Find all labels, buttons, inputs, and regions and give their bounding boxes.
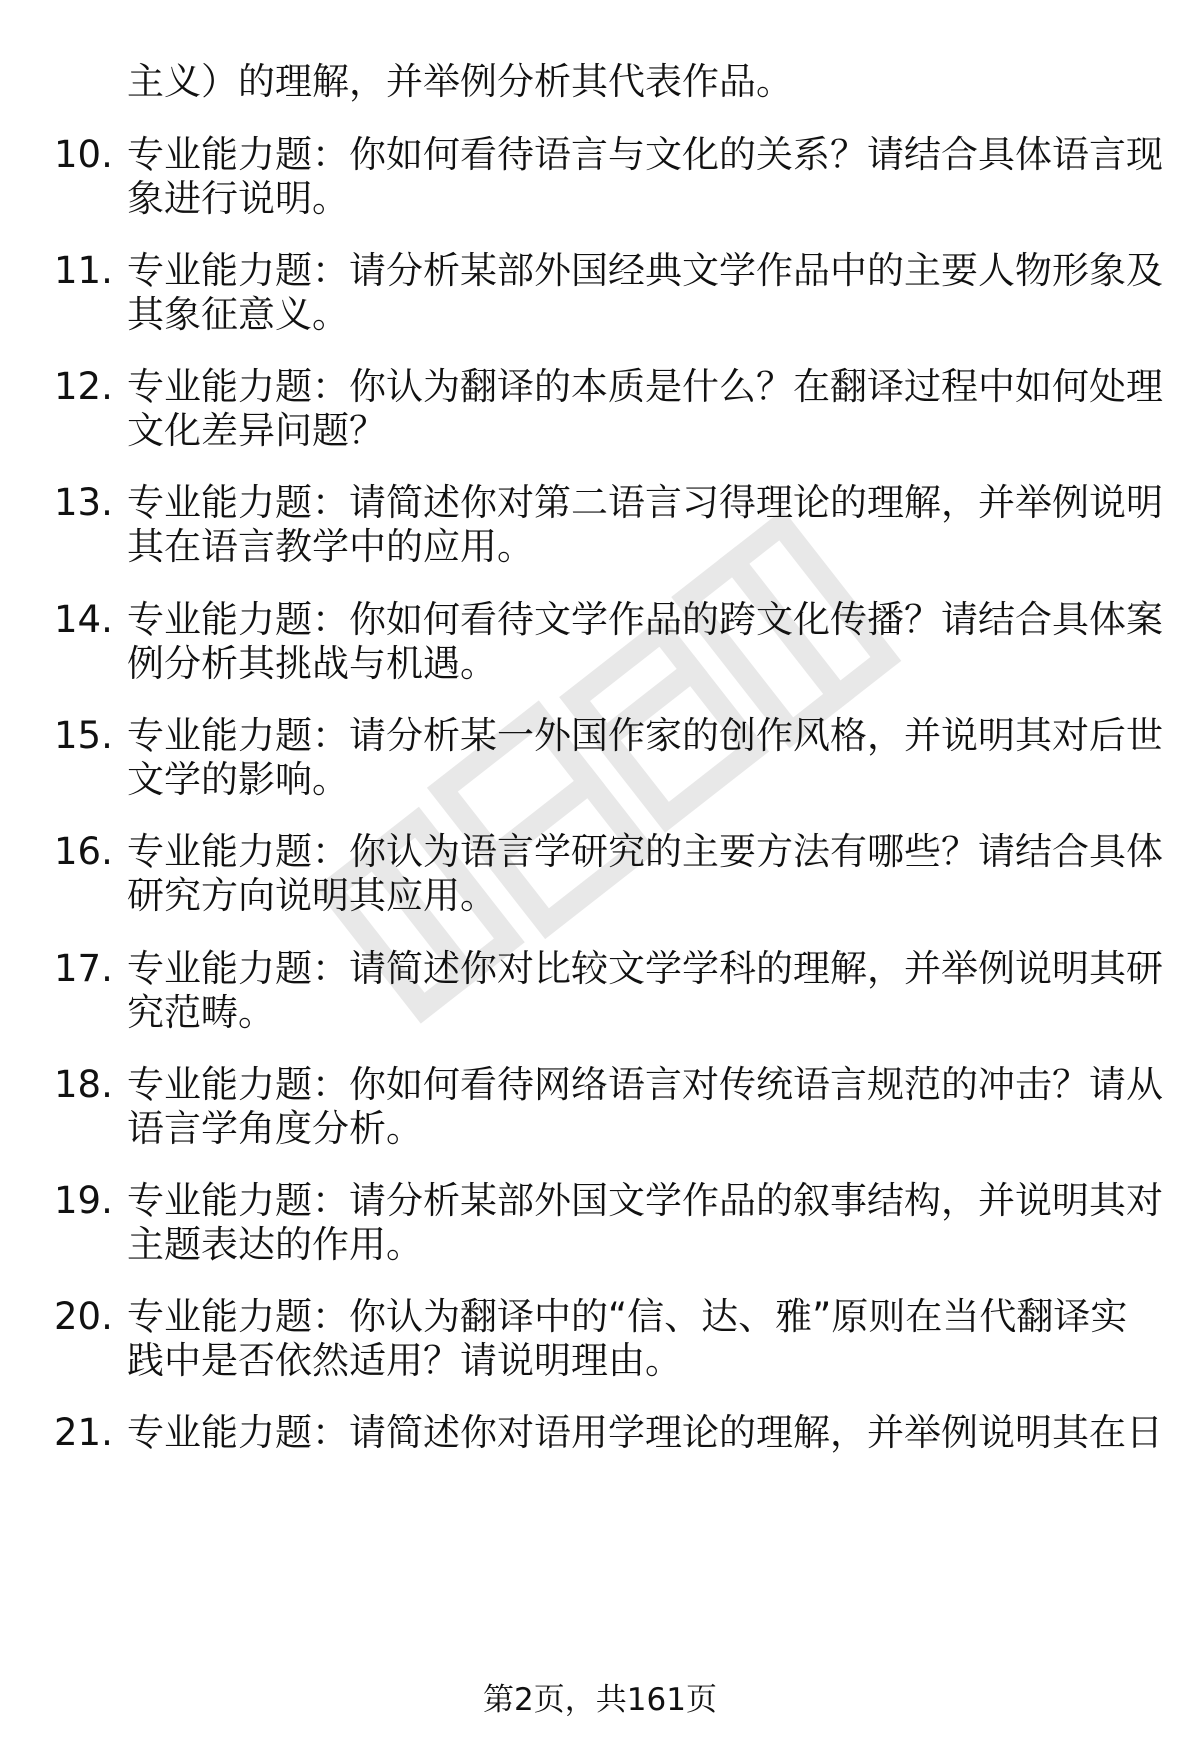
item-text-line: 专业能力题：你如何看待文学作品的跨文化传播？请结合具体案 — [127, 598, 1163, 641]
item-text-line: 专业能力题：请分析某部外国经典文学作品中的主要人物形象及 — [127, 249, 1163, 292]
item-text-line: 专业能力题：请分析某部外国文学作品的叙事结构，并说明其对 — [127, 1179, 1163, 1222]
item-number: 18. — [54, 1063, 113, 1106]
item-text-line: 专业能力题：你认为翻译的本质是什么？在翻译过程中如何处理 — [127, 365, 1163, 408]
item-text-line: 践中是否依然适用？请说明理由。 — [127, 1339, 682, 1382]
item-text-line: 专业能力题：你如何看待网络语言对传统语言规范的冲击？请从 — [127, 1063, 1163, 1106]
item-text-line: 研究方向说明其应用。 — [127, 874, 497, 917]
item-text-line: 专业能力题：你认为翻译中的“信、达、雅”原则在当代翻译实 — [127, 1295, 1128, 1338]
item-text-line: 专业能力题：请简述你对语用学理论的理解，并举例说明其在日 — [127, 1411, 1163, 1454]
item-text-line: 专业能力题：请分析某一外国作家的创作风格，并说明其对后世 — [127, 714, 1163, 757]
page-footer: 第2页，共161页 — [483, 1682, 717, 1718]
item-text-line: 主题表达的作用。 — [127, 1223, 423, 1266]
item-text-line: 其象征意义。 — [127, 293, 349, 336]
item-number: 14. — [54, 598, 113, 641]
item-number: 17. — [54, 947, 113, 990]
item-number: 16. — [54, 830, 113, 873]
item-text-line: 专业能力题：你认为语言学研究的主要方法有哪些？请结合具体 — [127, 830, 1163, 873]
item-text-line: 其在语言教学中的应用。 — [127, 525, 534, 568]
item-number: 10. — [54, 133, 113, 176]
item-text-line: 语言学角度分析。 — [127, 1107, 423, 1150]
item-text-line: 专业能力题：你如何看待语言与文化的关系？请结合具体语言现 — [127, 133, 1163, 176]
item-number: 19. — [54, 1179, 113, 1222]
continuation-line: 主义）的理解，并举例分析其代表作品。 — [127, 60, 793, 103]
item-number: 20. — [54, 1295, 113, 1338]
item-number: 21. — [54, 1411, 113, 1454]
item-text-line: 文学的影响。 — [127, 758, 349, 801]
item-number: 11. — [54, 249, 113, 292]
item-text-line: 文化差异问题？ — [127, 409, 386, 452]
item-text-line: 象进行说明。 — [127, 177, 349, 220]
item-text-line: 专业能力题：请简述你对比较文学学科的理解，并举例说明其研 — [127, 947, 1163, 990]
item-number: 12. — [54, 365, 113, 408]
item-text-line: 究范畴。 — [127, 991, 275, 1034]
item-text-line: 例分析其挑战与机遇。 — [127, 642, 497, 685]
item-number: 13. — [54, 481, 113, 524]
item-number: 15. — [54, 714, 113, 757]
item-text-line: 专业能力题：请简述你对第二语言习得理论的理解，并举例说明 — [127, 481, 1163, 524]
